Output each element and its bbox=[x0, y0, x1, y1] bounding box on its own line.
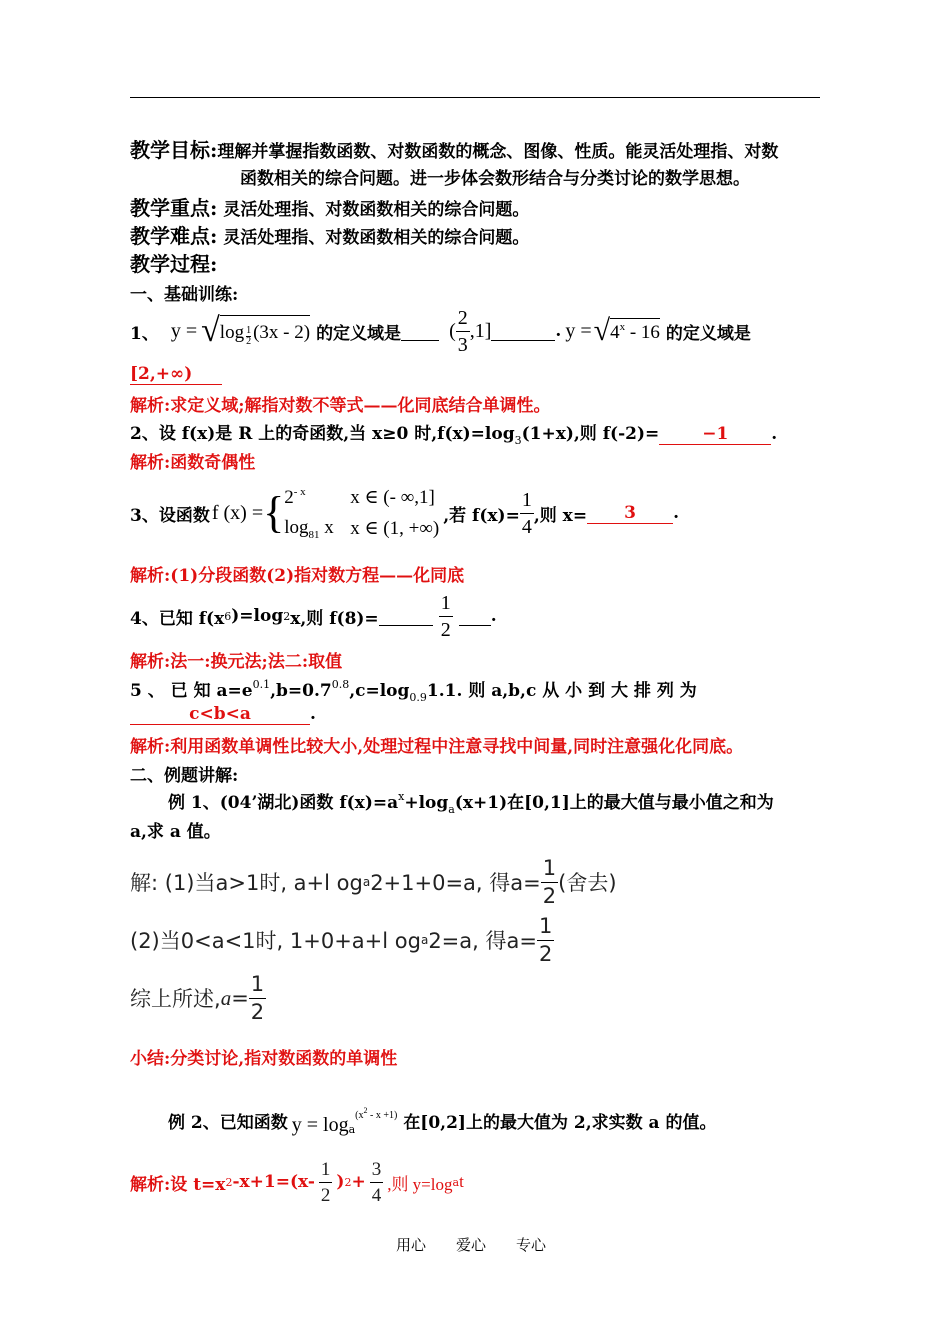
footer-a: 用心 bbox=[396, 1236, 427, 1254]
q3-case2-cond: x ∈ (1, +∞) bbox=[350, 517, 440, 539]
ex1-sol1-den: 2 bbox=[542, 883, 557, 908]
q2-answer: −1 bbox=[659, 424, 771, 445]
q2-line bbox=[130, 419, 777, 447]
q1-line bbox=[130, 306, 751, 356]
process-label: 教学过程: bbox=[130, 252, 218, 276]
q4-text-c: x,则 f(8)= bbox=[290, 608, 379, 629]
ex1-sol1-b: 2+1+0=a, 得a= bbox=[370, 871, 541, 895]
objectives-label: 教学目标: bbox=[130, 138, 218, 162]
objectives-text1: 理解并掌握指数函数、对数函数的概念、图像、性质。能灵活处理指、对数 bbox=[217, 142, 779, 162]
q1-analysis: 解析:求定义域;解指对数不等式——化同底结合单调性。 bbox=[130, 396, 551, 416]
q2-text: 2、设 f(x)是 R 上的奇函数,当 x≥0 时,f(x)=log bbox=[130, 424, 515, 444]
q4-sub2: 2 bbox=[283, 609, 291, 623]
q5-mid1: ,b=0.7 bbox=[270, 681, 332, 701]
ex2-analysis-d: + bbox=[351, 1172, 366, 1192]
q3-answer: 3 bbox=[587, 503, 673, 524]
q3-case1 bbox=[284, 486, 439, 509]
ex2-frac2 bbox=[370, 1160, 384, 1205]
q4-blank-pre bbox=[379, 607, 433, 626]
q4-sup6: 6 bbox=[224, 609, 232, 623]
q1-ans2-line bbox=[130, 364, 222, 385]
q3-case1-cond: x ∈ (- ∞,1] bbox=[350, 486, 435, 508]
q1-base-num: 1 bbox=[246, 325, 252, 336]
q5-e-exp: 0.1 bbox=[252, 678, 271, 691]
ex2-y-eq: y = log bbox=[291, 1113, 349, 1136]
ex2-analysis-sup: 2 bbox=[225, 1175, 233, 1189]
ex2-arg bbox=[355, 1106, 397, 1121]
ex2-text-b: 在[0,2]上的最大值为 2,求实数 a 的值。 bbox=[403, 1112, 717, 1133]
footer-c: 专心 bbox=[516, 1236, 547, 1254]
q1-y2-eq: y = bbox=[565, 319, 592, 342]
ex1-sol2-den: 2 bbox=[538, 941, 553, 966]
difficulties-text: 灵活处理指、对数函数相关的综合问题。 bbox=[223, 228, 530, 248]
q1-radicand bbox=[220, 315, 310, 347]
ex1-sup-x: x bbox=[398, 790, 405, 803]
ex1-sol3 bbox=[130, 972, 266, 1024]
ex1-sol2-b: 2=a, 得a= bbox=[428, 929, 537, 953]
q4-end: . bbox=[490, 606, 497, 626]
ex2-analysis-f: t bbox=[459, 1172, 464, 1191]
q2-analysis: 解析:函数奇偶性 bbox=[130, 453, 256, 473]
q1-arg: (3x - 2) bbox=[253, 321, 311, 343]
footer bbox=[396, 1234, 546, 1255]
q5-mid2: ,c=log bbox=[349, 681, 410, 701]
q1-period: . bbox=[555, 321, 562, 341]
ex1-sol3-den: 2 bbox=[250, 999, 265, 1024]
ex2-arg-a: (x bbox=[355, 1109, 364, 1121]
q1-ans1-num: 2 bbox=[456, 308, 470, 332]
q3-text: 3、设函数 bbox=[130, 505, 210, 526]
q3-case2 bbox=[284, 517, 439, 541]
section2-title: 二、例题讲解: bbox=[130, 766, 239, 786]
ex1-sol2-frac bbox=[537, 913, 554, 966]
q4-frac bbox=[439, 593, 453, 640]
ex1-sol1 bbox=[130, 856, 617, 908]
ex2-frac2-den: 4 bbox=[371, 1184, 382, 1206]
q3-line bbox=[130, 480, 679, 546]
ex2-analysis-sub: a bbox=[452, 1175, 460, 1189]
ex2-frac1-den: 2 bbox=[320, 1184, 331, 1206]
objectives-line1 bbox=[130, 134, 778, 163]
ex2-analysis-b: -x+1=(x- bbox=[232, 1172, 315, 1192]
ex2-analysis-e: ,则 y=log bbox=[387, 1174, 453, 1194]
q3-frac-num: 1 bbox=[520, 490, 534, 514]
key-points-text: 灵活处理指、对数函数相关的综合问题。 bbox=[223, 200, 530, 220]
q5-answer: c<b<a bbox=[130, 704, 310, 725]
q1-text2: 的定义域是 bbox=[665, 323, 751, 344]
q5-analysis: 解析:利用函数单调性比较大小,处理过程中注意寻找中间量,同时注意强化化同底。 bbox=[130, 737, 744, 757]
ex2-sub-a: a bbox=[348, 1122, 356, 1136]
ex1-line1 bbox=[168, 788, 774, 816]
section1-title: 一、基础训练: bbox=[130, 285, 239, 305]
q1-ans1-close: ,1] bbox=[469, 319, 492, 342]
ex2-arg-sup: 2 bbox=[363, 1105, 368, 1115]
ex1-sub-a: a bbox=[448, 803, 455, 816]
q1-log: log bbox=[219, 321, 245, 343]
q5-end: . bbox=[310, 704, 316, 724]
q3-frac bbox=[520, 490, 534, 537]
q5-c-sub: 0.9 bbox=[409, 691, 427, 704]
ex1-sol2-sub: a bbox=[420, 933, 429, 947]
sqrt-icon-2: √ bbox=[593, 314, 611, 347]
q4-line bbox=[130, 590, 497, 642]
q3-case1-exp: - x bbox=[293, 485, 306, 498]
ex2-analysis-sup2: 2 bbox=[344, 1175, 352, 1189]
q5-line1 bbox=[130, 676, 820, 704]
q1-ans1-open: ( bbox=[449, 319, 456, 342]
q3-case1-expr: 2 bbox=[284, 486, 294, 508]
ex1-sol3-frac bbox=[249, 971, 266, 1024]
q1-minus16: - 16 bbox=[625, 322, 660, 343]
ex1-sol1-frac bbox=[541, 855, 558, 908]
q3-f-of-x: f (x) = bbox=[211, 501, 264, 524]
q5-line1-end: 1.1. 则 a,b,c 从 小 到 大 排 列 为 bbox=[426, 681, 697, 701]
q4-analysis: 解析:法一:换元法;法二:取值 bbox=[130, 652, 343, 672]
ex1-sol2-num: 1 bbox=[537, 916, 554, 941]
ex1-sol3-a: 综上所述, bbox=[130, 987, 221, 1011]
q1-ans1-frac bbox=[456, 308, 470, 355]
ex1-sol1-c: (舍去) bbox=[558, 871, 617, 895]
ex2-analysis bbox=[130, 1156, 464, 1208]
q4-blank-post bbox=[459, 607, 491, 626]
q1-y-eq: y = bbox=[170, 319, 198, 342]
ex2-frac2-num: 3 bbox=[370, 1160, 384, 1183]
q4-frac-num: 1 bbox=[439, 593, 453, 617]
q1-text1: 的定义域是 bbox=[316, 323, 402, 344]
footer-b: 爱心 bbox=[456, 1236, 487, 1254]
q4-text-a: 4、已知 f(x bbox=[130, 608, 225, 629]
q1-blank-post bbox=[491, 322, 555, 341]
ex1-summary: 小结:分类讨论,指对数函数的单调性 bbox=[130, 1049, 398, 1069]
ex2-analysis-a: 解析:设 t=x bbox=[130, 1174, 226, 1195]
q3-frac-den: 4 bbox=[521, 515, 532, 538]
q1-log-base bbox=[246, 326, 251, 347]
key-points-line bbox=[130, 192, 529, 221]
q1-ans2: [2,+∞) bbox=[130, 364, 222, 385]
q3-analysis: 解析:(1)分段函数(2)指对数方程——化同底 bbox=[130, 566, 465, 586]
q1-exp-x: x bbox=[619, 321, 626, 333]
ex2-analysis-c: ) bbox=[336, 1172, 345, 1192]
q3-case2-log: log bbox=[284, 516, 309, 538]
header-rule bbox=[130, 97, 820, 98]
q1-four: 4 bbox=[610, 322, 620, 343]
ex1-sol1-a: 解: (1)当a>1时, a+l og bbox=[130, 871, 363, 895]
q5-answer-line bbox=[130, 704, 316, 725]
q3-case2-var: x bbox=[319, 516, 334, 538]
ex1-sol2 bbox=[130, 914, 554, 966]
q4-frac-den: 2 bbox=[440, 618, 451, 641]
q2-sub3: 3 bbox=[514, 434, 522, 447]
q3-cases bbox=[284, 486, 439, 541]
brace-icon: { bbox=[263, 488, 285, 537]
q1-ans1-den: 3 bbox=[457, 333, 468, 356]
difficulties-line bbox=[130, 220, 529, 249]
q5-text-a: 5 、 已 知 a=e bbox=[130, 681, 253, 701]
ex1-sol3-var: a bbox=[220, 985, 232, 1010]
q1-blank-pre bbox=[401, 322, 439, 341]
ex2-line bbox=[168, 1100, 717, 1140]
q2-end: . bbox=[771, 424, 778, 444]
ex2-text-a: 例 2、已知函数 bbox=[168, 1112, 288, 1133]
q1-base-den: 2 bbox=[246, 336, 252, 347]
q4-text-b: )=log bbox=[231, 606, 284, 626]
q1-number: 1、 bbox=[130, 323, 159, 344]
q3-end: . bbox=[673, 503, 679, 523]
ex1-sol3-eq: = bbox=[231, 986, 249, 1010]
q2-text-b: (1+x),则 f(-2)= bbox=[521, 424, 660, 444]
ex2-frac1 bbox=[319, 1160, 333, 1205]
ex1-sol2-a: (2)当0<a<1时, 1+0+a+l og bbox=[130, 929, 421, 953]
key-points-label: 教学重点: bbox=[130, 196, 218, 220]
ex1-text-a: 例 1、(04’湖北)函数 f(x)=a bbox=[168, 793, 399, 813]
ex1-sol3-num: 1 bbox=[249, 974, 266, 999]
ex1-text-c: (x+1)在[0,1]上的最大值与最小值之和为 bbox=[454, 793, 774, 813]
sqrt-icon: √ bbox=[201, 312, 220, 349]
q3-if-text: ,若 f(x)= bbox=[443, 505, 520, 526]
ex1-sol1-sub: a bbox=[362, 875, 371, 889]
objectives-text2: 函数相关的综合问题。进一步体会数形结合与分类讨论的数学思想。 bbox=[240, 169, 750, 189]
q3-then-text: ,则 x= bbox=[533, 505, 588, 526]
ex2-arg-end: - x +1) bbox=[367, 1109, 398, 1121]
q1-radicand2 bbox=[610, 318, 660, 344]
ex2-frac1-num: 1 bbox=[319, 1160, 333, 1183]
ex1-line2: a,求 a 值。 bbox=[130, 822, 221, 842]
ex1-sol1-num: 1 bbox=[541, 858, 558, 883]
q3-case2-base: 81 bbox=[308, 528, 320, 541]
q5-b-exp: 0.8 bbox=[331, 678, 350, 691]
difficulties-label: 教学难点: bbox=[130, 224, 218, 248]
ex1-text-b: +log bbox=[404, 793, 449, 813]
